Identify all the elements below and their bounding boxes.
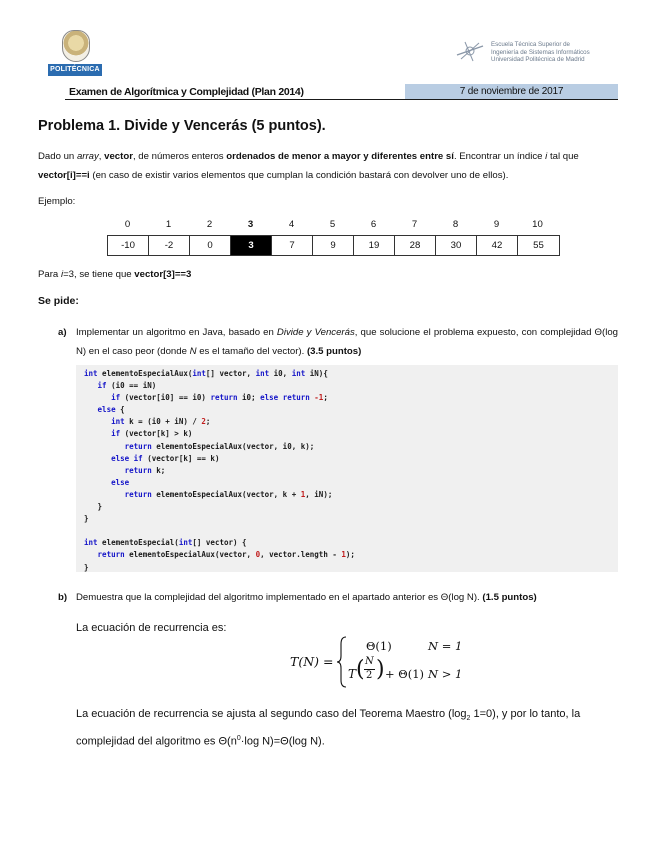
upm-logo (48, 30, 102, 78)
example-index: 3 (247, 219, 254, 230)
eq-case1-expr: Θ(1) (366, 639, 392, 653)
example-value-cell: 19 (354, 236, 395, 255)
example-values-row (107, 235, 560, 256)
example-value-cell: 0 (190, 236, 231, 255)
code-line: return elementoEspecialAux(vector, 0, vector.length - 1); (97, 550, 355, 560)
code-line: return k; (124, 465, 166, 475)
recurrence-intro: La ecuación de recurrencia es: (76, 622, 227, 634)
example-index: 6 (370, 219, 377, 230)
example-index: 5 (329, 219, 336, 230)
problem-title: Problema 1. Divide y Vencerás (5 puntos). (38, 118, 326, 134)
example-index: 9 (493, 219, 500, 230)
code-line: else { (97, 405, 125, 415)
example-value-cell: 55 (533, 240, 544, 251)
item-b-label: b) (58, 592, 68, 603)
eq-frac-den: 2 (366, 670, 373, 681)
example-value-cell: 9 (313, 236, 354, 255)
code-block (76, 365, 618, 572)
code-line: } (84, 562, 89, 572)
school-name: Escuela Técnica Superior de Ingeniería de Sistemas Informáticos Universidad Politécnica de Madrid (491, 41, 590, 64)
code-line: return elementoEspecialAux(vector, k + 1, iN); (124, 489, 333, 499)
code-line: if (i0 == iN) (97, 381, 157, 391)
code-line (84, 525, 618, 537)
code-line: } (84, 502, 103, 512)
code-line: else (111, 477, 130, 487)
code-line: if (vector[k] > k) (111, 429, 193, 439)
code-line: if (vector[i0] == i0) return i0; else return -1; (111, 393, 328, 403)
example-conclusion: Para i=3, se tiene que vector[3]==3 (38, 269, 192, 280)
code-listing (76, 365, 618, 574)
code-line: int elementoEspecial(int[] vector) { (84, 538, 247, 548)
example-index: 1 (165, 219, 172, 230)
eq-case2-suffix: + Θ(1) (385, 667, 425, 681)
eq-case1-cond: N = 1 (428, 639, 463, 653)
upm-label: POLITÉCNICA (48, 64, 102, 76)
example-value-cell: 7 (272, 236, 313, 255)
eq-frac-num: N (365, 656, 374, 667)
example-label: Ejemplo: (38, 196, 76, 207)
example-value-cell: 3 (231, 236, 272, 255)
eq-case2-cond: N > 1 (428, 667, 463, 681)
code-line: int elementoEspecialAux(int[] vector, int i0, int iN){ (84, 369, 328, 378)
example-index: 2 (206, 219, 213, 230)
upm-crest-icon (62, 30, 90, 62)
exam-date: 7 de noviembre de 2017 (405, 84, 618, 100)
example-value-cell: 30 (436, 236, 477, 255)
example-value-cell: -2 (149, 236, 190, 255)
item-a-text: Implementar un algoritmo en Java, basado en Divide y Vencerás, que solucione el problema expuesto, con complejidad Θ(log N) en el caso peor (donde N es el tamaño del vector). (3.5 puntos) (76, 327, 618, 357)
eq-lhs: T(N) = (290, 654, 334, 669)
example-value-cell: 42 (477, 236, 518, 255)
exam-title: Examen de Algorítmica y Complejidad (Plan 2014) (65, 84, 405, 100)
etsisi-emblem-icon (455, 40, 485, 62)
recurrence-equation (290, 634, 490, 690)
example-value-cell: 28 (395, 236, 436, 255)
code-line: } (84, 514, 89, 524)
example-index: 4 (288, 219, 295, 230)
eq-brace-icon (336, 636, 348, 688)
example-index: 8 (452, 219, 459, 230)
code-line: return elementoEspecialAux(vector, i0, k); (124, 441, 315, 451)
code-line: else if (vector[k] == k) (111, 453, 220, 463)
eq-paren-open: ( (356, 657, 365, 682)
example-value-cell: -10 (108, 236, 149, 255)
item-b-text: Demuestra que la complejidad del algoritmo implementado en el apartado anterior es Θ(log N). (1.5 puntos) (76, 592, 537, 603)
problem-statement: Dado un array, vector, de números enteros ordenados de menor a mayor y diferentes entre sí. Encontrar un índice i tal que vector[i]==i (en caso de existir varios elementos que cumplan la condición bastará con devolver uno de ellos). (38, 151, 579, 181)
conclusion-text: La ecuación de recurrencia se ajusta al segundo caso del Teorema Maestro ($\log_2$ 1=0), y por lo tanto, la complejidad del algoritmo es $\Theta(n^0\cdot\log$ N)=Θ(log N). (76, 708, 581, 748)
code-line: int k = (i0 + iN) / 2; (111, 417, 211, 427)
example-index: 0 (124, 219, 131, 230)
eq-case2-prefix: T (348, 667, 357, 681)
se-pide-heading: Se pide: (38, 295, 79, 307)
example-index: 7 (411, 219, 418, 230)
eq-paren-close: ) (376, 657, 385, 682)
example-index: 10 (532, 219, 543, 230)
item-a-label: a) (58, 327, 67, 338)
etsisi-logo (455, 40, 625, 66)
